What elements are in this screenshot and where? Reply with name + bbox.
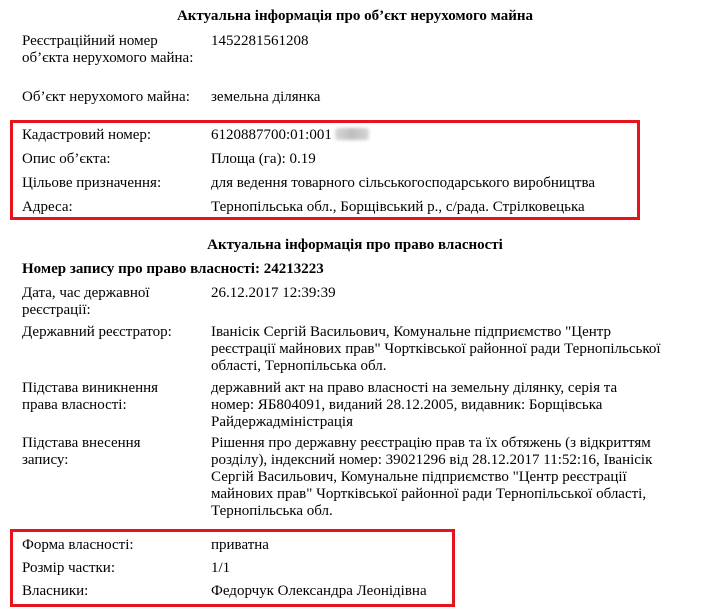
entry-basis-label: Підстава внесення запису: (22, 435, 141, 468)
registration-datetime-value: 26.12.2017 12:39:39 (211, 285, 336, 301)
object-description-value: Площа (га): 0.19 (211, 151, 316, 167)
owners-value: Федорчук Олександра Леонідівна (211, 583, 427, 599)
registrar-value: Іванісік Сергій Васильович, Комунальне підприємство "Центр реєстрації майнових прав" Чортківської районної ради Тернопільської області, Тернопільська обл. (211, 324, 661, 374)
ownership-form-value: приватна (211, 537, 269, 553)
entry-basis-value: Рішення про державну реєстрацію прав та їх обтяжень (з відкриттям розділу), індексний номер: 39021296 від 28.12.2017 11:52:16, Іванісік Сергій Васильович, Комунальне підприємство "Центр реєстрації майнових прав" Чортківської районної ради Тернопільської області, Тернопільська обл. (211, 435, 653, 519)
address-value: Тернопільська обл., Борщівський р., с/рада. Стрілковецька (211, 199, 585, 215)
registration-datetime-label: Дата, час державної реєстрації: (22, 285, 150, 318)
object-section-heading: Актуальна інформація про об’єкт нерухомого майна (176, 8, 534, 24)
share-size-value: 1/1 (211, 560, 231, 576)
property-object-value: земельна ділянка (211, 89, 321, 105)
owners-label: Власники: (22, 583, 89, 599)
redacted-blur (335, 128, 369, 140)
object-description-label: Опис об’єкта: (22, 151, 111, 167)
registration-number-value: 1452281561208 (211, 33, 309, 49)
ownership-basis-value: державний акт на право власності на земельну ділянку, серія та номер: ЯБ804091, виданий 28.12.2005, видавник: Борщівська Райдержадміністрація (211, 380, 618, 430)
purpose-value: для ведення товарного сільськогосподарського виробництва (211, 175, 596, 191)
property-object-label: Об’єкт нерухомого майна: (22, 89, 190, 105)
ownership-form-label: Форма власності: (22, 537, 134, 553)
cadastral-number-label: Кадастровий номер: (22, 127, 152, 143)
cadastral-number-text: 6120887700:01:001 (211, 127, 332, 143)
cadastral-number-value (211, 127, 681, 144)
ownership-basis-label: Підстава виникнення права власності: (22, 380, 159, 413)
share-size-label: Розмір частки: (22, 560, 115, 576)
registration-number-label: Реєстраційний номер об’єкта нерухомого майна: (22, 33, 194, 66)
address-label: Адреса: (22, 199, 73, 215)
record-number-heading: Номер запису про право власності: 24213223 (22, 261, 324, 277)
purpose-label: Цільове призначення: (22, 175, 162, 191)
registrar-label: Державний реєстратор: (22, 324, 172, 340)
ownership-section-heading: Актуальна інформація про право власності (207, 237, 503, 253)
